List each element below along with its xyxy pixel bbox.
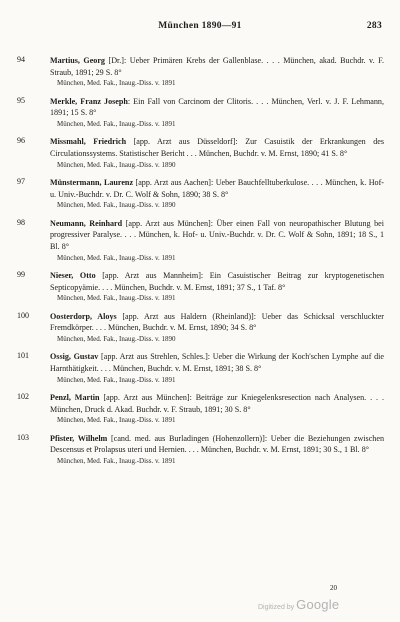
watermark-brand: Google [296,597,340,612]
entry-body [50,433,384,456]
entry-author: Missmahl, Friedrich [50,137,127,147]
entry-number: 103 [17,432,29,442]
entry-description: [app. Arzt aus Haldern (Rheinland)]: Ueber das Schicksal verschluckter Fremdkörper. . . . München, Buchdr. v. M. Ernst, 1890; 34 S. 8° [50,311,384,333]
entry-author: Ossig, Gustav [50,352,99,362]
entry-description: [Dr.]: Ueber Primären Krebs der Gallenblase. . . . München, akad. Buchdr. v. F. Straub, 1891; 29 S. 8° [50,56,384,77]
entry-list [0,55,400,473]
entry-author: Neumann, Reinhard [50,218,123,228]
entry-body [50,270,384,293]
entry-body [50,351,384,374]
entry-dissertation-note: München, Med. Fak., Inaug.-Diss. v. 1890 [57,160,176,169]
entry-dissertation-note: München, Med. Fak., Inaug.-Diss. v. 1891 [57,119,176,128]
list-item [0,136,400,170]
entry-description: [app. Arzt aus München]: Beiträge zur Kniegelenksresection nach Analysen. . . . München, Druck d. Akad. Buchdr. v. F. Straub, 1891; 30 S. 8° [50,393,384,414]
entry-number: 100 [17,310,29,320]
entry-dissertation-note: München, Med. Fak., Inaug.-Diss. v. 1891 [57,416,176,425]
entry-number: 101 [17,351,29,361]
entry-number: 96 [17,136,25,146]
list-item [0,96,400,130]
list-item [0,218,400,263]
list-item [0,177,400,211]
signature-mark: 20 [330,584,337,592]
entry-number: 98 [17,217,25,227]
entry-author: Pfister, Wilhelm [50,433,108,443]
entry-dissertation-note: München, Med. Fak., Inaug.-Diss. v. 1891 [57,253,176,262]
entry-description: : Ein Fall von Carcinom der Clitoris. . . . München, Verl. v. J. F. Lehmann, 1891; 15 S. 8° [50,96,384,118]
entry-dissertation-note: München, Med. Fak., Inaug.-Diss. v. 1891 [57,79,176,88]
running-head-title: München 1890—91 [158,21,242,31]
entry-author: Merkle, Franz Joseph [50,96,128,106]
entry-body [50,311,384,334]
entry-dissertation-note: München, Med. Fak., Inaug.-Diss. v. 1890 [57,334,176,343]
entry-author: Nieser, Otto [50,271,96,281]
entry-number: 95 [17,95,25,105]
entry-dissertation-note: München, Med. Fak., Inaug.-Diss. v. 1891 [57,375,176,384]
entry-body [50,392,384,415]
list-item [0,311,400,345]
list-item [0,433,400,467]
watermark [258,597,339,612]
entry-author: Oosterdorp, Aloys [50,311,117,321]
entry-description: [app. Arzt aus München]: Über einen Fall von neuropathischer Blutung bei progressiver Paralyse. . . . München, k. Hof- u. Univ.-Buchdr. v. Dr. C. Wolf & Sohn, 1891; 18 S., 1 Bl. 8° [50,218,384,251]
entry-description: [app. Arzt aus Düsseldorf]: Zur Casuistik der Erkrankungen des Circulationssystems. Statistischer Bericht . . . München, Buchdr. v. M. Ernst, 1890; 41 S. 8° [50,137,384,158]
entry-number: 102 [17,392,29,402]
entry-number: 94 [17,55,25,64]
entry-description: [app. Arzt aus Mannheim]: Ein Casuistischer Beitrag zur kryptogenetischen Septicopyämie. . . . München, Buchdr. v. M. Ernst, 1891; 37 S., 1 Taf. 8° [50,271,385,292]
list-item [0,351,400,385]
entry-body [50,96,384,119]
entry-number: 99 [17,270,25,280]
watermark-prefix: Digitized by [258,604,295,611]
entry-description: [app. Arzt aus Strehlen, Schles.]: Ueber die Wirkung der Koch'schen Lymphe auf die Harnthätigkeit. . . . München, Buchdr. v. M. Ernst, 1891; 38 S. 8° [50,352,384,373]
entry-body [50,177,384,200]
entry-body [50,55,384,78]
entry-dissertation-note: München, Med. Fak., Inaug.-Diss. v. 1890 [57,201,176,210]
entry-author: Penzl, Martin [50,393,100,403]
entry-dissertation-note: München, Med. Fak., Inaug.-Diss. v. 1891 [57,456,176,465]
page-number: 283 [366,21,382,31]
entry-number: 97 [17,177,25,187]
entry-dissertation-note: München, Med. Fak., Inaug.-Diss. v. 1891 [57,294,176,303]
list-item [0,270,400,304]
entry-author: Martius, Georg [50,56,105,65]
entry-author: Münstermann, Laurenz [50,178,134,188]
list-item [0,392,400,426]
entry-body [50,218,384,253]
entry-body [50,136,384,159]
list-item [0,55,400,89]
entry-description: [cand. med. aus Burladingen (Hohenzollern)]: Ueber die Beziehungen zwischen Descensus et Prolapsus uteri und Hernien. . . . München, Buchdr. v. M. Ernst, 1891; 30 S., 1 Bl. 8° [50,433,384,455]
entry-description: [app. Arzt aus Aachen]: Ueber Bauchfelltuberkulose. . . . München, k. Hof- u. Univ.-Buchdr. v. Dr. C. Wolf & Sohn, 1890; 38 S. 8° [50,178,384,199]
